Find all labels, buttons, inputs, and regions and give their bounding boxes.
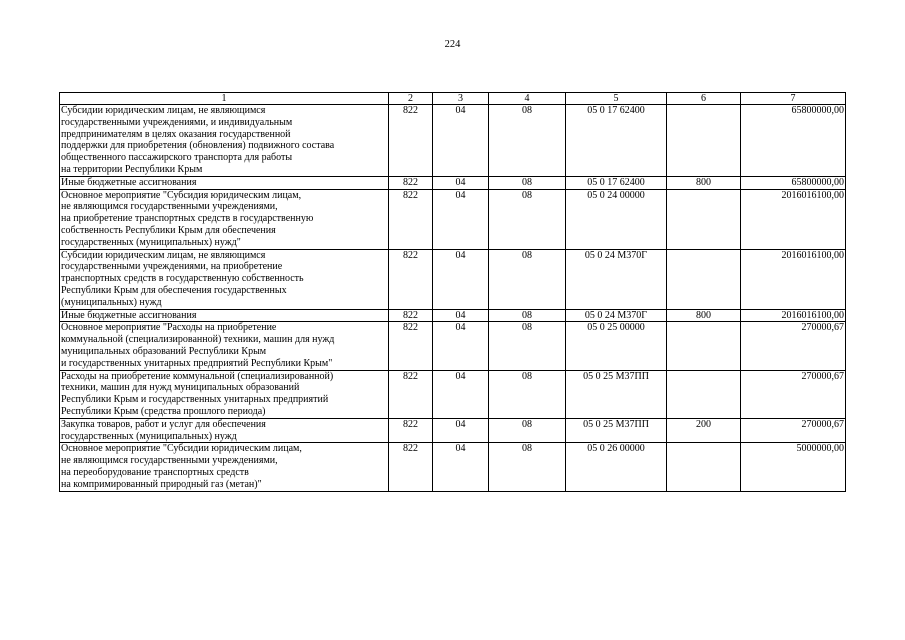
row-amount: 65800000,00 — [741, 105, 846, 177]
row-name: Иные бюджетные ассигнования — [60, 176, 389, 189]
row-ministry-code: 822 — [389, 322, 433, 370]
page-number: 224 — [444, 39, 461, 50]
row-expense-type: 200 — [667, 418, 741, 443]
table-row — [60, 105, 846, 177]
row-section-code: 04 — [433, 189, 489, 249]
row-target-article: 05 0 25 М37ПП — [566, 418, 667, 443]
row-amount: 2016016100,00 — [741, 189, 846, 249]
header-row — [60, 93, 846, 105]
row-subsection-code: 08 — [489, 249, 566, 309]
table-row — [60, 322, 846, 370]
row-ministry-code: 822 — [389, 105, 433, 177]
row-subsection-code: 08 — [489, 189, 566, 249]
row-section-code: 04 — [433, 322, 489, 370]
row-name: Расходы на приобретение коммунальной (специализированной) техники, машин для нужд муниципальных образований Республики Крым и государственных унитарных предприятий Республики Крым (средства прошлого периода) — [60, 370, 389, 418]
row-expense-type — [667, 322, 741, 370]
row-ministry-code: 822 — [389, 249, 433, 309]
row-name: Закупка товаров, работ и услуг для обеспечения государственных (муниципальных) нужд — [60, 418, 389, 443]
row-section-code: 04 — [433, 105, 489, 177]
row-section-code: 04 — [433, 443, 489, 491]
row-expense-type: 800 — [667, 309, 741, 322]
table-row — [60, 189, 846, 249]
row-expense-type — [667, 189, 741, 249]
row-section-code: 04 — [433, 176, 489, 189]
row-section-code: 04 — [433, 309, 489, 322]
table-row — [60, 370, 846, 418]
table-row — [60, 309, 846, 322]
row-expense-type — [667, 249, 741, 309]
row-target-article: 05 0 24 00000 — [566, 189, 667, 249]
row-section-code: 04 — [433, 370, 489, 418]
header-col-1: 1 — [60, 93, 389, 105]
row-name: Иные бюджетные ассигнования — [60, 309, 389, 322]
row-ministry-code: 822 — [389, 443, 433, 491]
row-amount: 2016016100,00 — [741, 249, 846, 309]
row-subsection-code: 08 — [489, 443, 566, 491]
header-col-6: 6 — [667, 93, 741, 105]
row-section-code: 04 — [433, 418, 489, 443]
row-expense-type: 800 — [667, 176, 741, 189]
row-name: Субсидии юридическим лицам, не являющимся государственными учреждениями, и индивидуальным предпринимателям в целях оказания государственной поддержки для приобретения (обновления) подвижного состава общественного пассажирского транспорта для работы на территории Республики Крым — [60, 105, 389, 177]
header-col-5: 5 — [566, 93, 667, 105]
row-subsection-code: 08 — [489, 370, 566, 418]
row-expense-type — [667, 105, 741, 177]
row-amount: 2016016100,00 — [741, 309, 846, 322]
row-target-article: 05 0 24 М370Г — [566, 309, 667, 322]
row-amount: 270000,67 — [741, 370, 846, 418]
row-subsection-code: 08 — [489, 176, 566, 189]
row-name: Основное мероприятие "Расходы на приобретение коммунальной (специализированной) техники, машин для нужд муниципальных образований Республики Крым и государственных унитарных предприятий Республики Крым" — [60, 322, 389, 370]
row-ministry-code: 822 — [389, 189, 433, 249]
row-target-article: 05 0 24 М370Г — [566, 249, 667, 309]
row-amount: 5000000,00 — [741, 443, 846, 491]
table-row — [60, 443, 846, 491]
row-name: Субсидии юридическим лицам, не являющимся государственными учреждениями, на приобретение транспортных средств в государственную собственность Республики Крым для обеспечения государственных (муниципальных) нужд — [60, 249, 389, 309]
header-col-7: 7 — [741, 93, 846, 105]
row-subsection-code: 08 — [489, 322, 566, 370]
row-expense-type — [667, 370, 741, 418]
row-name: Основное мероприятие "Субсидия юридическим лицам, не являющимся государственными учреждениями, на приобретение транспортных средств в государственную собственность Республики Крым для обеспечения государственных (муниципальных) нужд" — [60, 189, 389, 249]
row-section-code: 04 — [433, 249, 489, 309]
row-amount: 65800000,00 — [741, 176, 846, 189]
row-ministry-code: 822 — [389, 309, 433, 322]
table-row — [60, 418, 846, 443]
row-target-article: 05 0 25 М37ПП — [566, 370, 667, 418]
row-ministry-code: 822 — [389, 418, 433, 443]
row-expense-type — [667, 443, 741, 491]
table-row — [60, 176, 846, 189]
row-ministry-code: 822 — [389, 370, 433, 418]
row-amount: 270000,67 — [741, 418, 846, 443]
row-target-article: 05 0 17 62400 — [566, 105, 667, 177]
budget-table — [59, 92, 846, 492]
row-subsection-code: 08 — [489, 418, 566, 443]
header-col-3: 3 — [433, 93, 489, 105]
row-ministry-code: 822 — [389, 176, 433, 189]
row-subsection-code: 08 — [489, 105, 566, 177]
header-col-4: 4 — [489, 93, 566, 105]
row-target-article: 05 0 17 62400 — [566, 176, 667, 189]
row-name: Основное мероприятие "Субсидии юридическим лицам, не являющимся государственными учреждениями, на переоборудование транспортных средств на компримированный природный газ (метан)" — [60, 443, 389, 491]
table-row — [60, 249, 846, 309]
row-target-article: 05 0 26 00000 — [566, 443, 667, 491]
row-amount: 270000,67 — [741, 322, 846, 370]
row-target-article: 05 0 25 00000 — [566, 322, 667, 370]
row-subsection-code: 08 — [489, 309, 566, 322]
header-col-2: 2 — [389, 93, 433, 105]
